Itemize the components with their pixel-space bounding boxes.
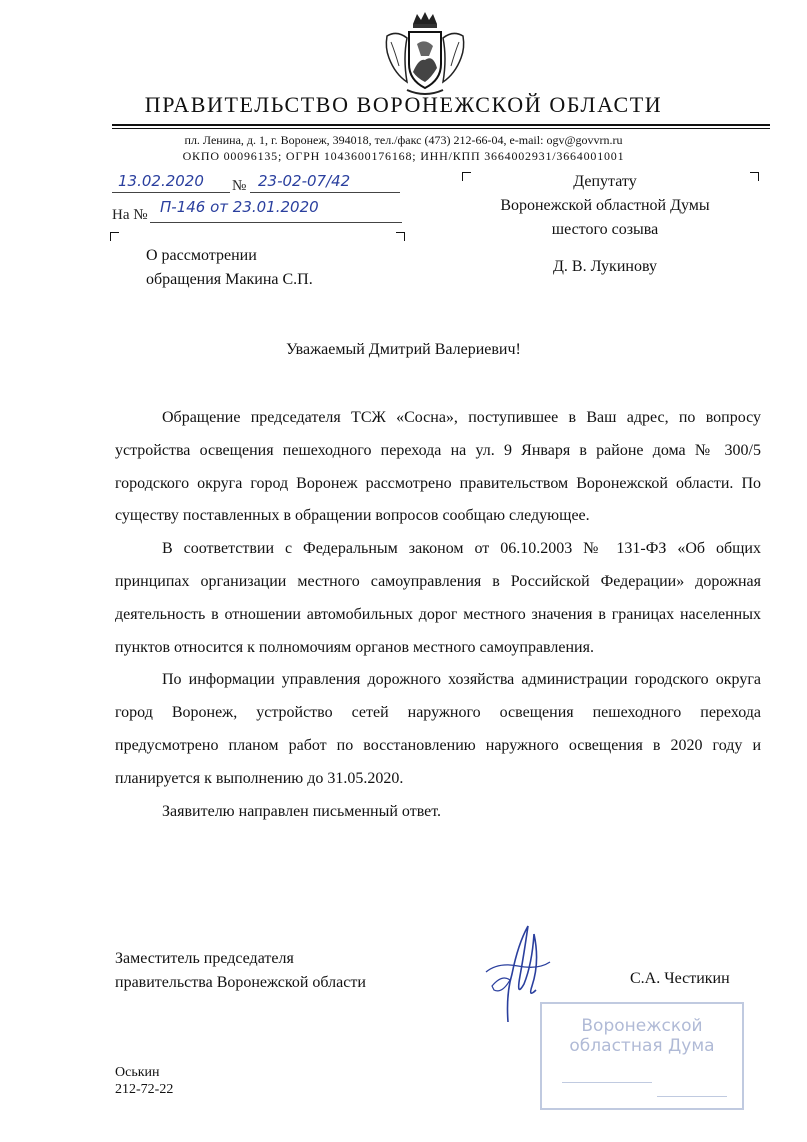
addressee-line-2: Воронежской областной Думы [500, 197, 710, 214]
salutation: Уважаемый Дмитрий Валериевич! [286, 341, 521, 358]
stamp-date-line [657, 1096, 727, 1097]
executor-phone: 212-72-22 [115, 1082, 174, 1097]
signatory-position-line-1: Заместитель председателя [115, 950, 294, 967]
number-label: № [232, 178, 247, 194]
addressee-name: Д. В. Лукинову [553, 258, 657, 275]
coat-of-arms-icon [377, 8, 473, 100]
signatory-name: С.А. Честикин [630, 970, 730, 987]
header-rule-thin [112, 128, 770, 129]
registration-number: 23-02-07/42 [258, 172, 351, 190]
reply-to-underline [150, 222, 402, 223]
reply-to-label: На № [112, 207, 148, 223]
subject-corner-left [110, 232, 119, 241]
addressee-corner-right [750, 172, 759, 181]
organization-address: пл. Ленина, д. 1, г. Воронеж, 394018, тел./факс (473) 212-66-04, e-mail: ogv@govvrn.ru [184, 133, 623, 147]
addressee-line-3: шестого созыва [551, 221, 659, 238]
reception-stamp [540, 1002, 744, 1110]
organization-title: ПРАВИТЕЛЬСТВО ВОРОНЕЖСКОЙ ОБЛАСТИ [144, 92, 663, 117]
subject-line-1: О рассмотрении [146, 247, 257, 264]
body-paragraph-2: В соответствии с Федеральным законом от 06.10.2003 № 131-ФЗ «Об общих принципах организации местного самоуправления в Российской Федерации» дорожная деятельность в отношении автомобильных дорог местного значения в границах населенных пунктов относится к полномочиям органов местного самоуправления. [115, 540, 761, 656]
subject-line-2: обращения Макина С.П. [146, 271, 313, 288]
registration-date: 13.02.2020 [118, 172, 204, 190]
signatory-position [115, 947, 366, 995]
subject-corner-right [396, 232, 405, 241]
subject-block [146, 244, 313, 292]
header-rule-thick [112, 124, 770, 126]
stamp-field-line [562, 1082, 652, 1083]
body-paragraph-3: По информации управления дорожного хозяйства администрации городского округа город Воронеж, устройство сетей наружного освещения пешеходного перехода предусмотрено планом работ по восстановлению наружного освещения в 2020 году и планируется к выполнению до 31.05.2020. [115, 671, 761, 787]
stamp-line-2: областная Дума [569, 1036, 715, 1056]
letter-body [115, 402, 761, 828]
addressee-block [470, 170, 740, 242]
body-paragraph-4: Заявителю направлен письменный ответ. [162, 802, 442, 820]
executor-block [115, 1064, 173, 1098]
executor-name: Оськин [115, 1065, 160, 1080]
addressee-line-1: Депутату [573, 173, 637, 190]
reply-to-reference: П-146 от 23.01.2020 [160, 198, 319, 216]
stamp-line-1: Воронежской [581, 1016, 703, 1036]
body-paragraph-1: Обращение председателя ТСЖ «Сосна», поступившее в Ваш адрес, по вопросу устройства освещения пешеходного перехода на ул. 9 Января в районе дома № 300/5 городского округа город Воронеж рассмотрено правительством Воронежской области. По существу поставленных в обращении вопросов сообщаю следующее. [115, 409, 761, 525]
signatory-position-line-2: правительства Воронежской области [115, 974, 366, 991]
organization-codes: ОКПО 00096135; ОГРН 1043600176168; ИНН/КПП 3664002931/3664001001 [182, 149, 625, 163]
number-underline [250, 192, 400, 193]
date-underline [112, 192, 230, 193]
